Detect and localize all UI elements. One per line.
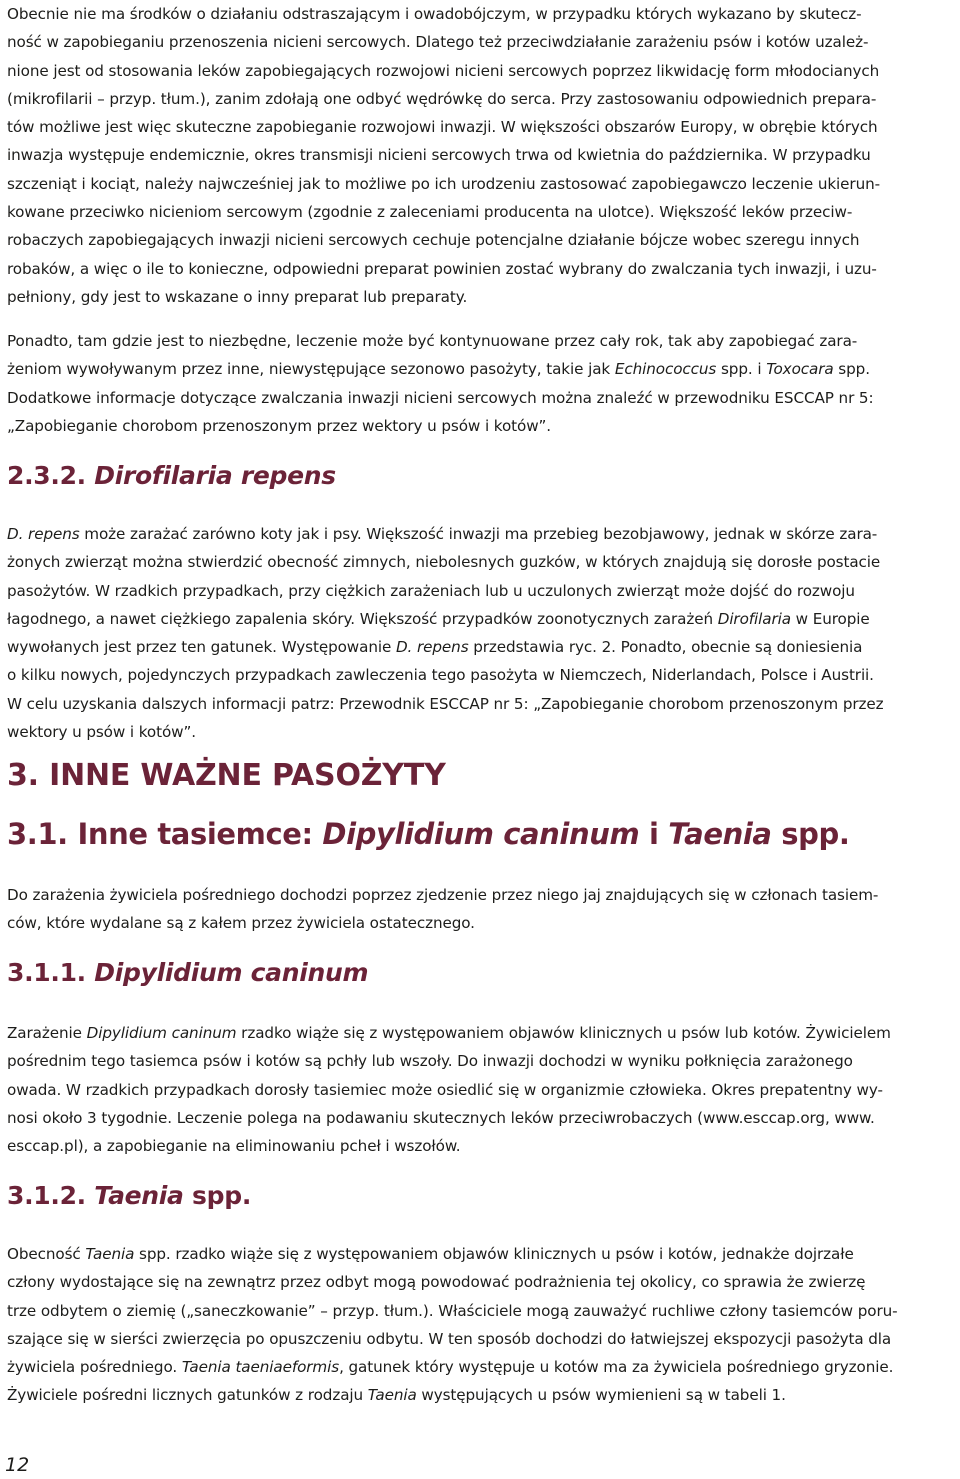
text-line (7, 605, 955, 633)
text-line: pasożytów. W rzadkich przypadkach, przy ciężkich zarażeniach lub u uczulonych zwierząt może dojść do rozwoju (7, 581, 855, 600)
italic-term: Taenia (85, 1245, 135, 1263)
text-line: tów możliwe jest więc skuteczne zapobieganie rozwojowi inwazji. W większości obszarów Europy, w obrębie których (7, 118, 878, 137)
text-run: występujących u psów wymienieni są w tabeli 1. (416, 1386, 786, 1405)
text-line (7, 520, 955, 548)
paragraph-tapeworm-infection (7, 881, 955, 938)
text-line: robaków, a więc o ile to konieczne, odpowiedni preparat powinien zostać wybrany do zwalczania tych inwazji, i uzu- (7, 259, 877, 278)
text-run: spp. (833, 360, 870, 379)
italic-term: D. repens (395, 638, 469, 657)
text-line: ców, które wydalane są z kałem przez żywiciela ostatecznego. (7, 914, 475, 933)
text-line: esccap.pl), a zapobieganie na eliminowaniu pcheł i wszołów. (7, 1137, 461, 1156)
heading-3-1 (7, 817, 849, 851)
heading-species-name: Dirofilaria repens (94, 461, 336, 490)
text-run: Żywiciele pośredni licznych gatunków z rodzaju (7, 1386, 368, 1405)
heading-number: 3.1.2. (7, 1181, 95, 1210)
page-number: 12 (5, 1454, 30, 1476)
text-line (7, 633, 955, 661)
text-line: inwazja występuje endemicznie, okres transmisji nicieni sercowych trwa od kwietnia do października. W przypadku (7, 146, 871, 165)
text-line: (mikrofilarii – przyp. tłum.), zanim zdołają one odbyć wędrówkę do serca. Przy zastosowaniu odpowiednich prepara- (7, 89, 877, 108)
text-run: wywołanych jest przez ten gatunek. Występowanie (7, 638, 396, 657)
text-line: Dodatkowe informacje dotyczące zwalczania inwazji nicieni sercowych można znaleźć w przewodniku ESCCAP nr 5: (7, 388, 874, 407)
text-run: przedstawia ryc. 2. Ponadto, obecnie są doniesienia (468, 638, 863, 657)
heading-2-3-2 (7, 461, 336, 490)
text-line: żonych zwierząt można stwierdzić obecność zimnych, niebolesnych guzków, w których znajdują się dorosłe postacie (7, 553, 881, 572)
text-line: Ponadto, tam gdzie jest to niezbędne, leczenie może być kontynuowane przez cały rok, tak aby zapobiegać zara- (7, 332, 858, 350)
paragraph-heartworm-prevention (7, 0, 955, 311)
text-line (7, 1381, 955, 1409)
heading-number: 3.1.1. (7, 958, 95, 987)
heading-3: 3. INNE WAŻNE PASOŻYTY (7, 758, 446, 793)
text-line: Obecnie nie ma środków o działaniu odstraszającym i owadobójczym, w przypadku których wykazano by skutecz- (7, 5, 862, 23)
italic-term: D. repens (7, 525, 80, 543)
text-run: 3.1. Inne tasiemce: (7, 817, 323, 851)
italic-term: Taenia (367, 1386, 417, 1405)
text-line: pośrednim tego tasiemca psów i kotów są pchły lub wszoły. Do inwazji dochodzi w wyniku połknięcia zarażonego (7, 1052, 853, 1071)
italic-term: Dirofilaria (717, 609, 791, 628)
text-run: spp. (771, 817, 850, 851)
text-line (7, 355, 955, 383)
heading-3-1-2 (7, 1181, 251, 1210)
text-run: może zarażać zarówno koty jak i psy. Większość inwazji ma przebieg bezobjawowy, jednak w skórze zara- (79, 525, 878, 543)
text-line: kowane przeciwko nicieniom sercowym (zgodnie z zaleceniami producenta na ulotce). Większość leków przeciw- (7, 203, 853, 222)
text-run: w Europie (790, 609, 870, 628)
italic-term: Dipylidium caninum (86, 1024, 237, 1042)
italic-term: Dipylidium caninum (322, 817, 640, 851)
text-line (7, 1019, 955, 1047)
heading-species-name: Taenia (94, 1181, 184, 1210)
text-run: Obecność (7, 1245, 86, 1263)
text-line: ność w zapobieganiu przenoszenia nicieni sercowych. Dlatego też przeciwdziałanie zarażeniu psów i kotów uzależ- (7, 33, 869, 52)
italic-term: Echinococcus (614, 360, 717, 379)
text-line (7, 1240, 955, 1268)
text-line (7, 1353, 955, 1381)
paragraph-year-round-treatment (7, 327, 955, 440)
text-line: szające się w sierści zwierzęcia po opuszczeniu odbytu. W ten sposób dochodzi do łatwiejszej ekspozycji pasożyta dla (7, 1329, 892, 1348)
text-run: , gatunek który występuje u kotów ma za żywiciela pośredniego gryzonie. (339, 1358, 894, 1377)
text-run: i (639, 817, 669, 851)
text-line: robaczych zapobiegających inwazji nicieni sercowych cechuje potencjalne działanie bójcze wobec szeregu innych (7, 231, 860, 250)
heading-3-1-1 (7, 958, 368, 987)
text-run: spp. (183, 1181, 252, 1210)
text-line: Do zarażenia żywiciela pośredniego dochodzi poprzez zjedzenie przez niego jaj znajdujących się w członach tasiem- (7, 886, 879, 904)
text-line: nione jest od stosowania leków zapobiegających rozwojowi nicieni sercowych poprzez likwidację form młodocianych (7, 61, 880, 80)
text-line: szczeniąt i kociąt, należy najwcześniej jak to możliwe po ich urodzeniu zastosować zapobiegawczo leczenie ukierun- (7, 174, 880, 193)
text-line: „Zapobieganie chorobom przenoszonym przez wektory u psów i kotów”. (7, 416, 552, 435)
text-line: nosi około 3 tygodnie. Leczenie polega na podawaniu skutecznych leków przeciwrobaczych (www.esccap.org, www. (7, 1108, 875, 1127)
text-run: Zarażenie (7, 1024, 87, 1042)
text-line: człony wydostające się na zewnątrz przez odbyt mogą powodować podrażnienia tej okolicy, co sprawia że zwierzę (7, 1273, 866, 1292)
paragraph-dipylidium (7, 1019, 955, 1160)
text-line: owada. W rzadkich przypadkach dorosły tasiemiec może osiedlić się w organizmie człowieka. Okres prepatentny wy- (7, 1080, 883, 1099)
paragraph-taenia (7, 1240, 955, 1410)
text-line: W celu uzyskania dalszych informacji patrz: Przewodnik ESCCAP nr 5: „Zapobieganie chorobom przenoszonym przez (7, 694, 884, 713)
heading-number: 2.3.2. (7, 461, 95, 490)
text-run: łagodnego, a nawet ciężkiego zapalenia skóry. Większość przypadków zoonotycznych zarażeń (7, 609, 718, 628)
text-run: rzadko wiąże się z występowaniem objawów klinicznych u psów lub kotów. Żywicielem (236, 1024, 891, 1042)
text-run: żywiciela pośredniego. (7, 1358, 182, 1377)
italic-term: Taenia taeniaeformis (181, 1358, 340, 1377)
paragraph-dirofilaria-repens (7, 520, 955, 746)
italic-term: Taenia (668, 817, 772, 851)
heading-species-name: Dipylidium caninum (94, 958, 369, 987)
text-line: pełniony, gdy jest to wskazane o inny preparat lub preparaty. (7, 287, 468, 306)
text-line: trze odbytem o ziemię („saneczkowanie” – przyp. tłum.). Właściciele mogą zauważyć ruchliwe człony tasiemców poru- (7, 1301, 898, 1320)
text-line: o kilku nowych, pojedynczych przypadkach zawleczenia tego pasożyta w Niemczech, Niderlandach, Polsce i Austrii. (7, 666, 874, 685)
text-line: wektory u psów i kotów”. (7, 723, 196, 742)
text-run: spp. rzadko wiąże się z występowaniem objawów klinicznych u psów i kotów, jednakże dojrzałe (134, 1245, 854, 1263)
text-run: żeniom wywoływanym przez inne, niewystępujące sezonowo pasożyty, takie jak (7, 360, 615, 379)
italic-term: Toxocara (766, 360, 834, 379)
text-run: spp. i (716, 360, 767, 379)
